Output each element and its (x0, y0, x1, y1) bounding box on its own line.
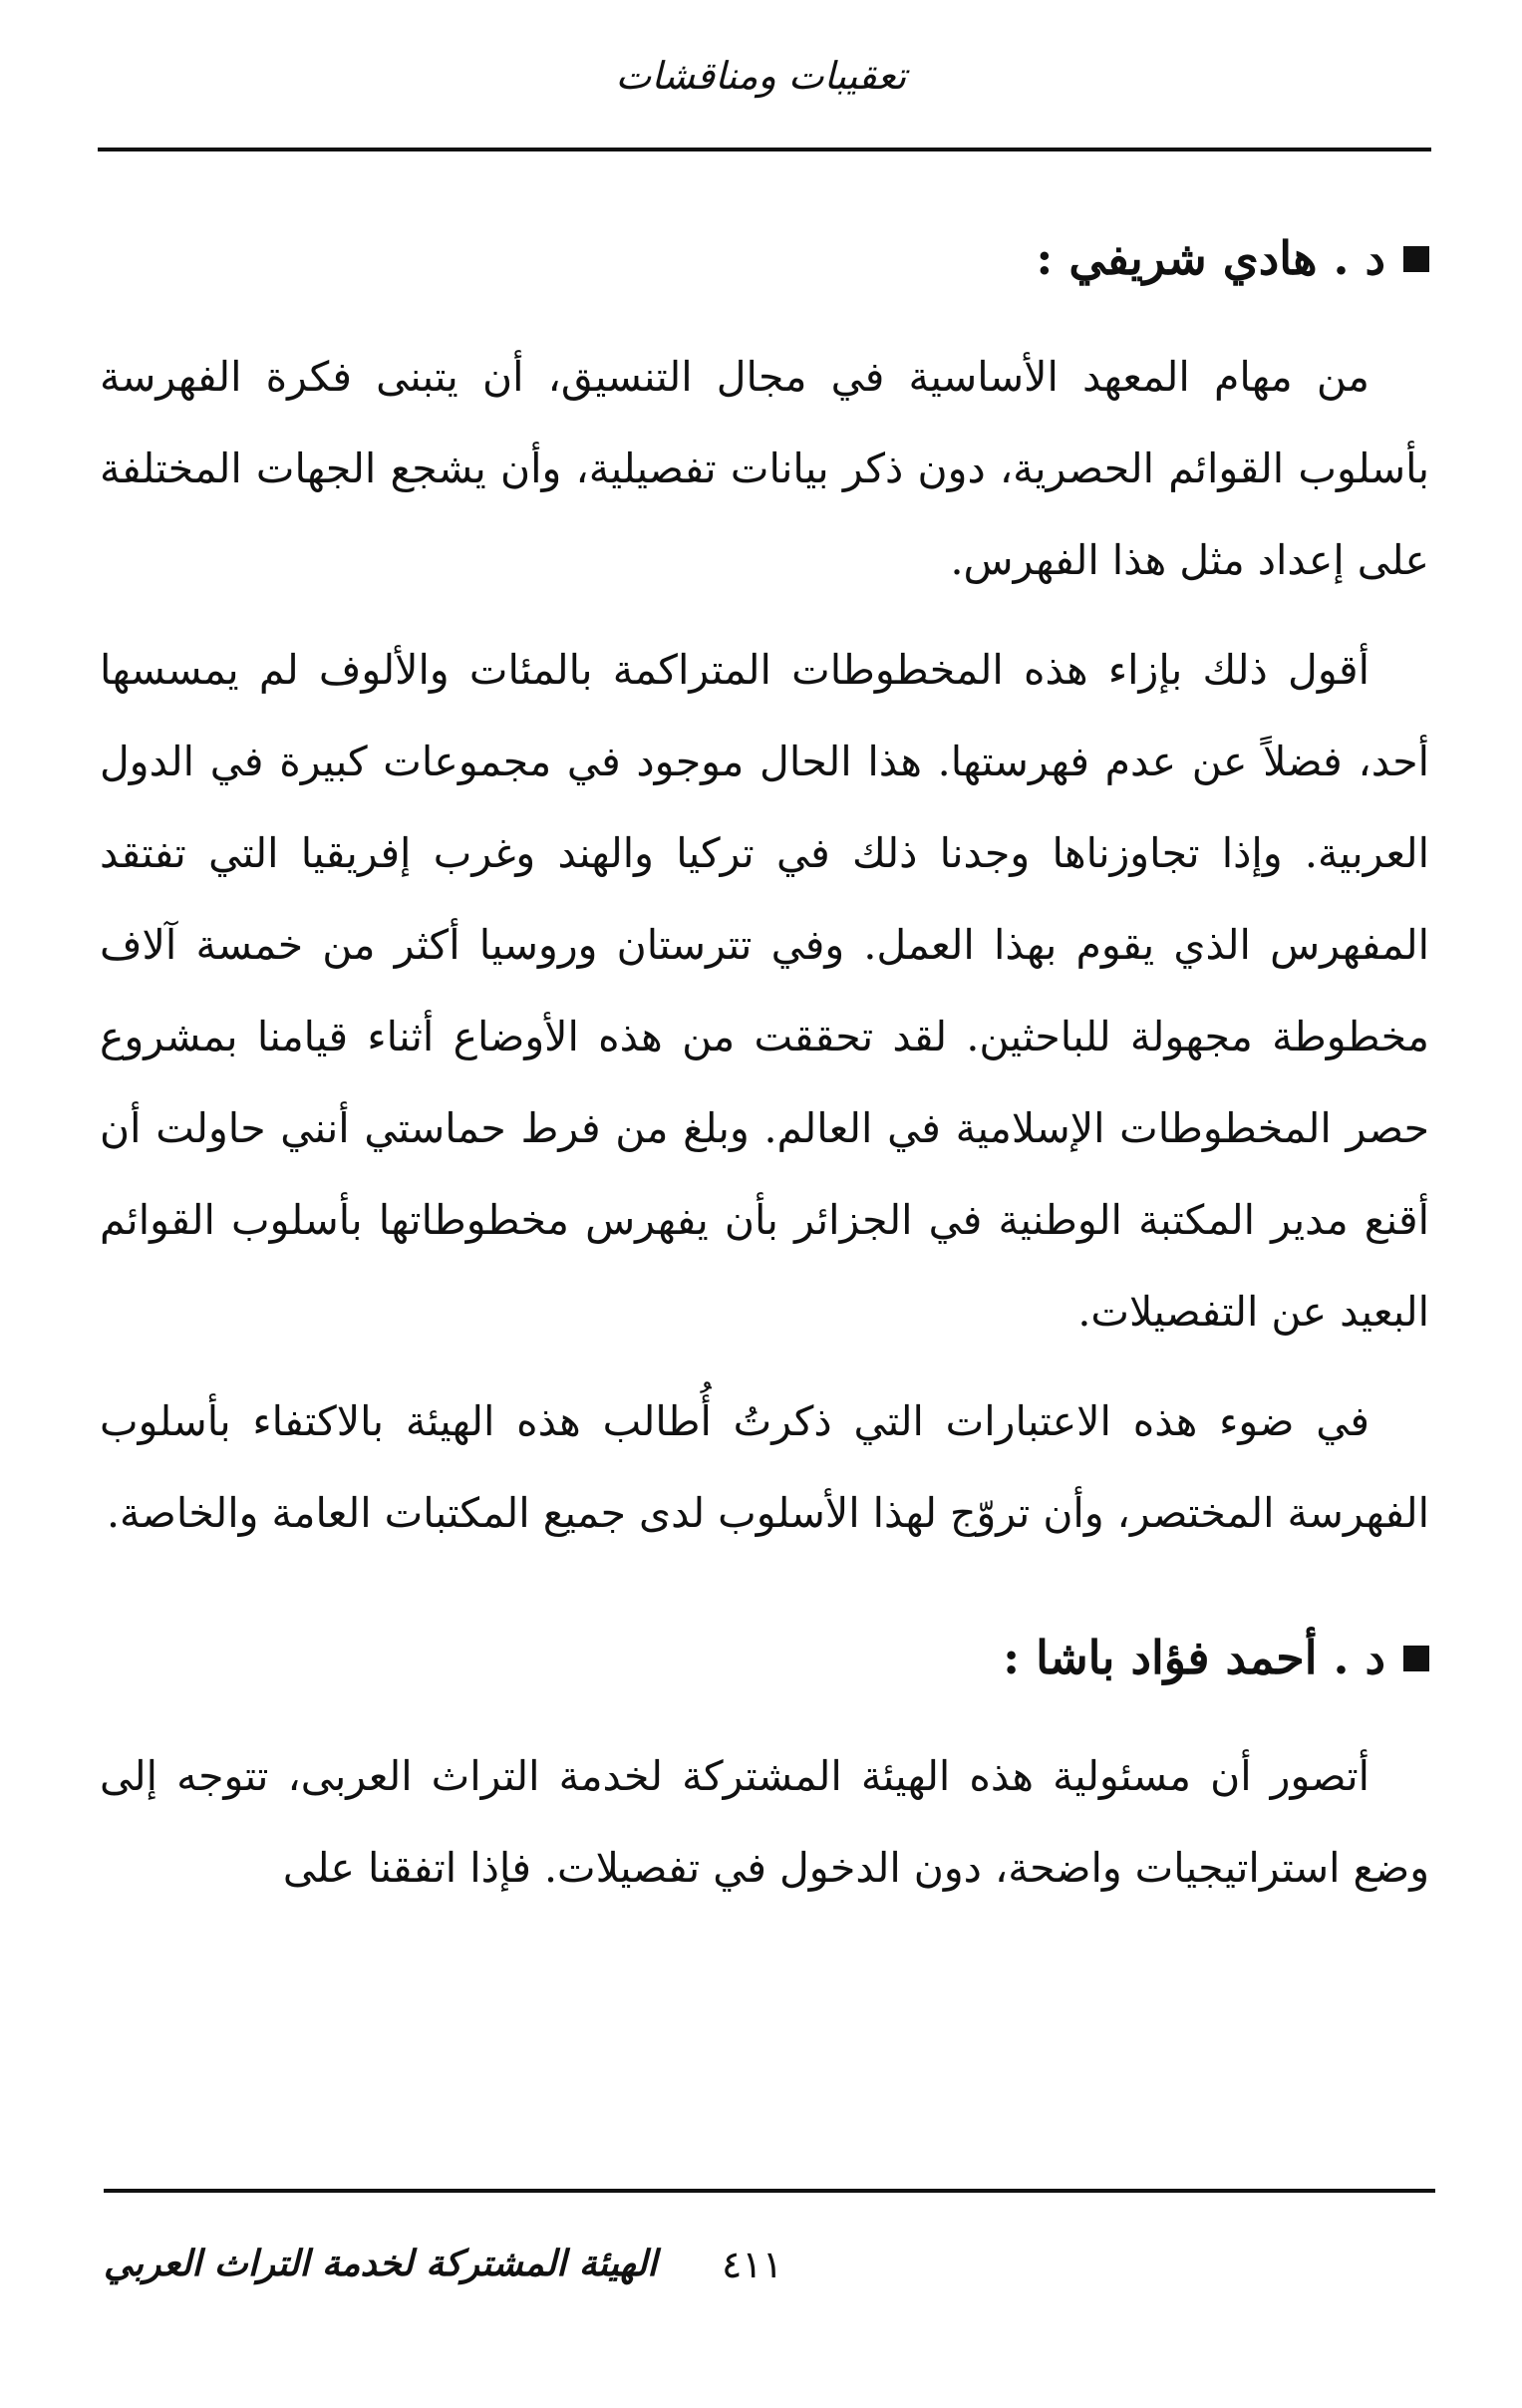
running-title: تعقيبات ومناقشات (615, 54, 907, 98)
speaker-name: د . هادي شريفي : (1036, 231, 1385, 285)
speaker-name: د . أحمد فؤاد باشا : (1003, 1630, 1385, 1684)
speaker-heading-2 (100, 1629, 1429, 1688)
page-body (100, 229, 1429, 1932)
page-number: ٤١١ (722, 2243, 783, 2286)
paragraph: في ضوء هذه الاعتبارات التي ذكرتُ أُطالب هذه الهيئة بالاكتفاء بأسلوب الفهرسة المختصر، وأن تروّج لهذا الأسلوب لدى جميع المكتبات العامة والخاصة. (100, 1396, 1429, 1537)
page-footer (104, 2243, 1435, 2302)
header-rule (98, 148, 1431, 151)
paragraph: أقول ذلك بإزاء هذه المخطوطات المتراكمة بالمئات والألوف لم يمسسها أحد، فضلاً عن عدم فهرستها. هذا الحال موجود في مجموعات كبيرة في الدول العربية. وإذا تجاوزناها وجدنا ذلك في تركيا والهند وغرب إفريقيا التي تفتقد المفهرس الذي يقوم بهذا العمل. وفي تترستان وروسيا أكثر من خمسة آلاف مخطوطة مجهولة للباحثين. لقد تحققت من هذه الأوضاع أثناء قيامنا بمشروع حصر المخطوطات الإسلامية في العالم. وبلغ من فرط حماستي أنني حاولت أن أقنع مدير المكتبة الوطنية في الجزائر بأن يفهرس مخطوطاتها بأسلوب القوائم البعيد عن التفصيلات. (100, 645, 1429, 1336)
bullet-square-icon (1403, 1646, 1429, 1671)
speaker-heading-1 (100, 229, 1429, 289)
footer-rule (104, 2189, 1435, 2193)
bullet-square-icon (1403, 246, 1429, 272)
paragraph: من مهام المعهد الأساسية في مجال التنسيق، أن يتبنى فكرة الفهرسة بأسلوب القوائم الحصرية، دون ذكر بيانات تفصيلية، وأن يشجع الجهات المختلفة على إعداد مثل هذا الفهرس. (100, 352, 1429, 584)
footer-organization: الهيئة المشتركة لخدمة التراث العربي (104, 2243, 658, 2284)
paragraph: أتصور أن مسئولية هذه الهيئة المشتركة لخدمة التراث العربى، تتوجه إلى وضع استراتيجيات واضحة، دون الدخول في تفصيلات. فإذا اتفقنا على (100, 1751, 1429, 1892)
